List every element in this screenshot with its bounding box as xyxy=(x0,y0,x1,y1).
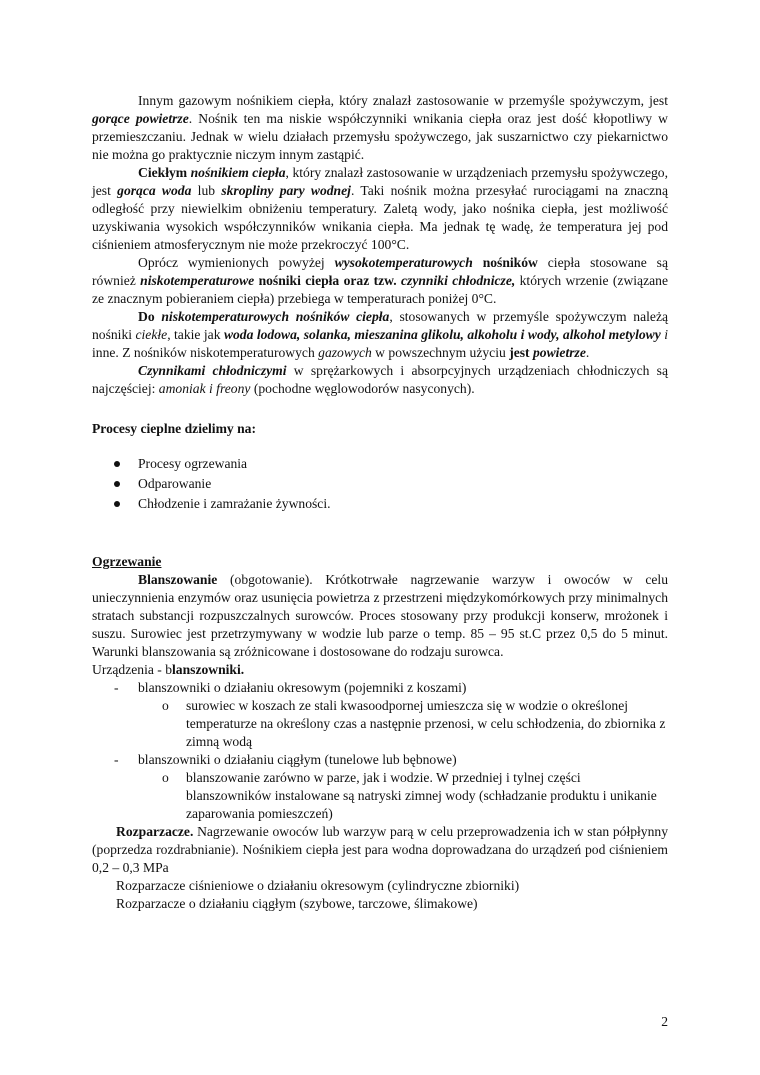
emphasis: gorące powietrze xyxy=(92,111,189,126)
rozparzacze-continuous: Rozparzacze o działaniu ciągłym (szybowe, tarczowe, ślimakowe) xyxy=(116,896,478,911)
text: . Taki nośnik można przesyłać rurociągami na znaczną odległość przy niewielkim obniżeniu temperatury. Zaletą wody, jako nośnika ciepła, jest możliwość uzyskiwania wysokich współczynników wnikania ciepła. Ma jednak tę wadę, że temperatura jej pod ciśnieniem atmosferycznym nie może przekroczyć 100°C. xyxy=(92,183,669,252)
emphasis: wysokotemperaturowych xyxy=(334,255,473,270)
text: . xyxy=(585,345,590,360)
emphasis: Ciekłym xyxy=(138,165,188,180)
text: blanszowanie zarówno w parze, jak i wodzie. W przedniej i tylnej części blanszowników instalowane są natryski zimnej wody (schładzanie produktu i unikanie zaparowania pomieszczeń) xyxy=(186,770,657,821)
text: surowiec w koszach ze stali kwasoodpornej umieszcza się w wodzie o określonej temperaturze na określony czas a następnie przenosi, w celu schłodzenia, do zbiornika z zimną wodą xyxy=(186,698,666,749)
text: w sprężarkowych i absorpcyjnych urządzeniach chłodniczych są najczęściej: xyxy=(92,363,669,396)
text: . Nośnik ten ma niskie współczynniki wnikania ciepła oraz jest dość kłopotliwy w przemieszczaniu. Jednak w wielu działach przemysłu spożywczego, jak suszarnictwo czy piekarnictwo nie można go praktycznie niczym innym zastąpić. xyxy=(92,111,668,162)
text: blanszowniki o działaniu ciągłym (tunelowe lub bębnowe) xyxy=(138,752,457,767)
emphasis: gorąca woda xyxy=(117,183,192,198)
emphasis: nośników xyxy=(472,255,538,270)
dash-bullet: - xyxy=(114,752,119,767)
emphasis: nośniki ciepła oraz tzw. xyxy=(254,273,402,288)
emphasis: Rozparzacze. xyxy=(116,824,194,839)
circle-bullet: o xyxy=(162,770,169,785)
list-item-label: Odparowanie xyxy=(138,476,212,491)
paragraph-low-temp xyxy=(92,308,668,362)
paragraph-refrigerants xyxy=(92,362,668,398)
emphasis: lanszowniki. xyxy=(172,662,245,677)
emphasis: powietrze xyxy=(529,345,586,360)
emphasis: Czynnikami chłodniczymi xyxy=(138,363,287,378)
page-body xyxy=(92,92,668,913)
list-item-label: Chłodzenie i zamrażanie żywności. xyxy=(138,496,331,511)
device-type-periodic-detail xyxy=(92,697,668,751)
bullet-icon xyxy=(114,481,120,487)
paragraph-rozparzacze xyxy=(92,823,668,877)
text: (pochodne węglowodorów nasyconych). xyxy=(250,381,475,396)
paragraph-high-temp xyxy=(92,254,668,308)
text: ciepła stosowane są również xyxy=(92,255,668,288)
circle-bullet: o xyxy=(162,698,169,713)
text: których wrzenie (związane ze znacznym pobieraniem ciepła) przebiega w temperaturach poniżej 0°C. xyxy=(92,273,668,306)
emphasis: i xyxy=(660,327,668,342)
text: Innym gazowym nośnikiem ciepła, który znalazł zastosowanie w przemyśle spożywczym, jest xyxy=(138,93,668,108)
processes-list xyxy=(92,455,668,513)
text: , który znalazł zastosowanie w urządzeniach przemysłu spożywczego, jest xyxy=(92,165,668,198)
emphasis: niskotemperaturowych nośników ciepła xyxy=(161,309,390,324)
emphasis: Blanszowanie xyxy=(138,572,218,587)
emphasis: amoniak i freony xyxy=(158,381,251,396)
emphasis: Do xyxy=(138,309,162,324)
list-item xyxy=(92,455,668,473)
list-item-label: Procesy ogrzewania xyxy=(138,456,248,471)
text: (obgotowanie). Krótkotrwałe nagrzewanie warzyw i owoców w celu unieczynnienia enzymów oraz usunięcia powietrza z przestrzeni międzykomórkowych przy minimalnych stratach substancji rozpuszczalnych surowców. Proces stosowany przy produkcji konserw, mrożonek i suszu. Surowiec jest przetrzymywany w wodzie lub parze o temp. 85 – 95 st.C przez 0,5 do 5 minut. Warunki blanszowania są zróżnicowane i dostosowane do rodzaju surowca. xyxy=(92,572,668,659)
paragraph-blanching xyxy=(92,571,668,661)
text: lub xyxy=(191,183,222,198)
device-type-continuous-detail xyxy=(92,769,668,823)
paragraph-hot-air xyxy=(92,92,668,164)
device-type-continuous xyxy=(92,751,668,769)
devices-line xyxy=(92,661,668,679)
text: , stosowanych w przemyśle spożywczym należą nośniki xyxy=(92,309,669,342)
emphasis: ciekłe xyxy=(135,327,168,342)
text: blanszowniki o działaniu okresowym (pojemniki z koszami) xyxy=(138,680,467,695)
emphasis: gazowych xyxy=(318,345,372,360)
text: w powszechnym użyciu xyxy=(371,345,510,360)
paragraph-liquid-carrier xyxy=(92,164,668,254)
emphasis: skropliny pary wodnej xyxy=(221,183,351,198)
emphasis: woda lodowa, solanka, mieszanina glikolu, alkoholu i wody, alkohol metylowy xyxy=(223,327,661,342)
page-number: 2 xyxy=(661,1014,668,1029)
emphasis: jest xyxy=(509,345,530,360)
list-item xyxy=(92,495,668,513)
dash-bullet: - xyxy=(114,680,119,695)
section-title-heating: Ogrzewanie xyxy=(92,554,162,569)
rozparzacze-periodic: Rozparzacze ciśnieniowe o działaniu okresowym (cylindryczne zbiorniki) xyxy=(116,878,520,893)
processes-heading: Procesy cieplne dzielimy na: xyxy=(92,421,256,436)
text: Urządzenia - b xyxy=(92,662,173,677)
emphasis: czynniki chłodnicze, xyxy=(401,273,516,288)
bullet-icon xyxy=(114,501,120,507)
text: inne. Z nośników niskotemperaturowych xyxy=(92,345,319,360)
device-type-periodic xyxy=(92,679,668,697)
text: Nagrzewanie owoców lub warzyw parą w celu przeprowadzenia ich w stan półpłynny (poprzedza rozdrabnianie). Nośnikiem ciepła jest para wodna doprowadzana do urządzeń pod ciśnieniem 0,2 – 0,3 MPa xyxy=(92,824,668,875)
text: Oprócz wymienionych powyżej xyxy=(138,255,335,270)
list-item xyxy=(92,475,668,493)
text: , takie jak xyxy=(167,327,224,342)
bullet-icon xyxy=(114,461,120,467)
emphasis: niskotemperaturowe xyxy=(140,273,255,288)
emphasis: nośnikiem ciepła xyxy=(190,165,286,180)
